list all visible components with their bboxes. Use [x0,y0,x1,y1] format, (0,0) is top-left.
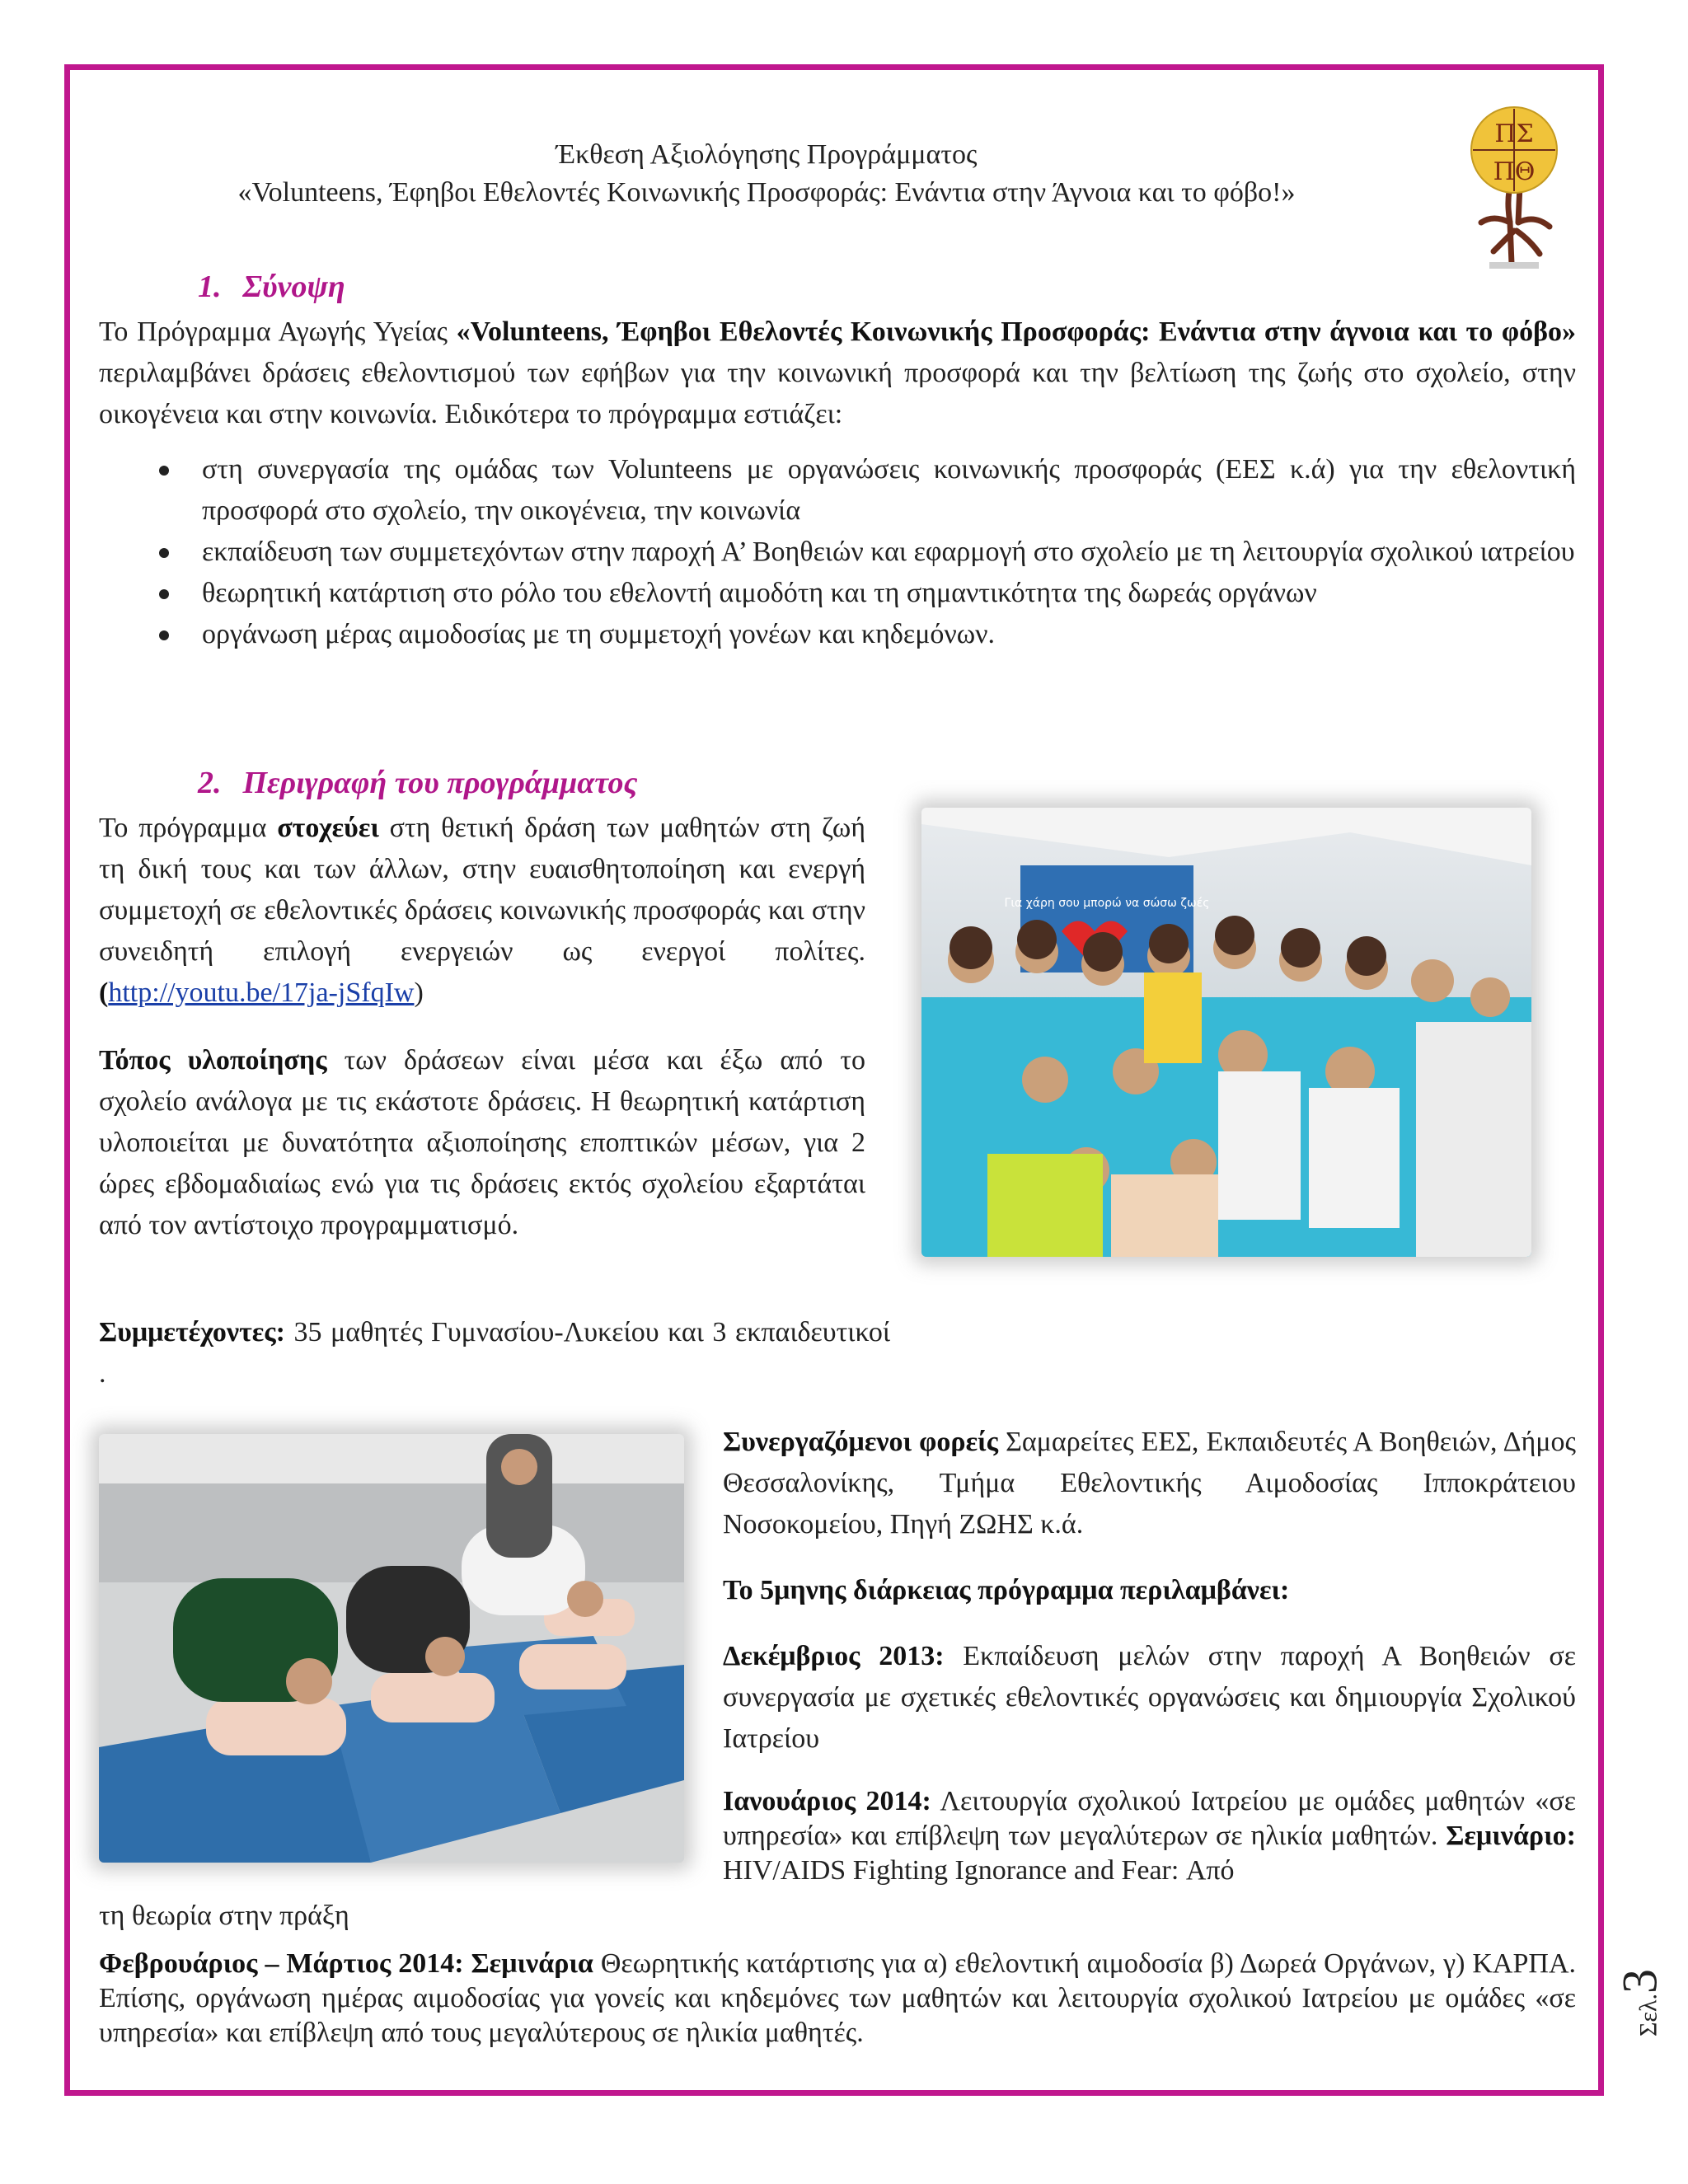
list-item: εκπαίδευση των συμμετεχόντων στην παροχή Α’ Βοηθειών και εφαρμογή στο σχολείο με τη λειτουργία σχολικού ιατρείου [99,532,1576,573]
program-includes-heading: Το 5μηνης διάρκειας πρόγραμμα περιλαμβάνει: [723,1575,1290,1605]
january-paragraph-continued: τη θεωρία στην πράξη [99,1900,349,1931]
header-line-1: Έκθεση Αξιολόγησης Προγράμματος [556,139,978,170]
list-item: θεωρητική κατάρτιση στο ρόλο του εθελοντή αιμοδότη και τη σημαντικότητα της δωρεάς οργάνων [99,573,1576,614]
list-item: οργάνωση μέρας αιμοδοσίας με τη συμμετοχή γονέων και κηδεμόνων. [99,614,1576,655]
section-1-intro: Το Πρόγραμμα Αγωγής Υγείας «Volunteens, Έφηβοι Εθελοντές Κοινωνικής Προσφοράς: Ενάντια στην άγνοια και το φόβο» περιλαμβάνει δράσεις εθελοντισμού των εφήβων για την κοινωνική προσφορά και την βελτίωση της ζωής στο σχολείο, στην οικογένεια και στην κοινωνία. Ειδικότερα το πρόγραμμα εστιάζει: [99,316,1576,429]
youtube-link[interactable]: http://youtu.be/17ja-jSfqIw [108,977,415,1008]
volunteers-group-photo [921,808,1531,1257]
partners-paragraph: Συνεργαζόμενοι φορείς Σαμαρείτες ΕΕΣ, Εκπαιδευτές Α Βοηθειών, Δήμος Θεσσαλονίκης, Τμήμα Εθελοντικής Αιμοδοσίας Ιπποκράτειου Νοσοκομείου, Πηγή ΖΩΗΣ κ.ά. [723,1427,1576,1540]
january-paragraph: Ιανουάριος 2014: Λειτουργία σχολικού Ιατρείου με ομάδες μαθητών «σε υπηρεσία» και επίβλεψη των μεγαλύτερων σε ηλικία μαθητών. Σεμινάριο: HIV/AIDS Fighting Ignorance and Fear: Από [723,1786,1576,1886]
banner-text: Για χάρη σου μπορώ να σώσω ζωές [1004,897,1210,910]
logo-bottom-letters: ΠΘ [1493,157,1536,186]
february-march-paragraph: Φεβρουάριος – Μάρτιος 2014: Σεμινάρια Θεωρητικής κατάρτισης για α) εθελοντική αιμοδοσία β) Δωρεά Οργάνων, γ) ΚΑΡΠΑ. Επίσης, οργάνωση ημέρας αιμοδοσίας για γονείς και κηδεμόνες των μαθητών και λειτουργία σχολικού Ιατρείου με ομάδες «σε υπηρεσία» και επίβλεψη από τους μεγαλύτερους σε ηλικία μαθητές. [99,1948,1576,2048]
participants-paragraph: Συμμετέχοντες: 35 μαθητές Γυμνασίου-Λυκείου και 3 εκπαιδευτικοί . [99,1317,890,1389]
page-number: 3 [1612,1968,1667,1994]
section-2-heading [198,765,638,801]
document-header [99,136,1434,212]
logo-top-letters: ΠΣ [1494,120,1534,148]
program-goal-paragraph: Το πρόγραμμα στοχεύει στη θετική δράση των μαθητών στη ζωή τη δική τους και των άλλων, στην ευαισθητοποίηση και ενεργή συμμετοχή σε εθελοντικές δράσεις κοινωνικής προσφοράς και στην συνειδητή επιλογή ενεργειών ως ενεργοί πολίτες. (http://youtu.be/17ja-jSfqIw) [99,813,865,1008]
section-1-title: Σύνοψη [242,269,345,304]
list-item: στη συνεργασία της ομάδας των Volunteens με οργανώσεις κοινωνικής προσφοράς (ΕΕΣ κ.ά) για την εθελοντική προσφορά στο σχολείο, την οικογένεια, την κοινωνία [99,449,1576,532]
section-2-title: Περιγραφή του προγράμματος [242,766,638,800]
december-paragraph: Δεκέμβριος 2013: Εκπαίδευση μελών στην παροχή Α Βοηθειών σε συνεργασία με σχετικές εθελοντικές οργανώσεις και δημιουργία Σχολικού Ιατρείου [723,1641,1576,1754]
bullet-icon [159,589,169,599]
school-logo [1461,99,1568,272]
bullet-icon [159,548,169,558]
section-1-heading [198,269,345,305]
header-line-2: «Volunteens, Έφηβοι Εθελοντές Κοινωνικής Προσφοράς: Ενάντια στην Άγνοια και το φόβο!» [237,177,1296,208]
focus-bullet-list [99,449,1576,655]
bullet-icon [159,466,169,476]
page-label-prefix: Σελ. [1634,1993,1662,2037]
section-1-number: 1. [198,269,222,304]
section-2-number: 2. [198,766,222,800]
bullet-icon [159,630,169,640]
page-number-label [1612,1920,1667,2085]
cpr-training-photo [99,1434,684,1863]
location-paragraph: Τόπος υλοποίησης των δράσεων είναι μέσα και έξω από το σχολείο ανάλογα με τις εκάστοτε δράσεις. Η θεωρητική κατάρτιση υλοποιείται με δυνατότητα αξιοποίησης εποπτικών μέσων, για 2 ώρες εβδομαδιαίως ενώ για τις δράσεις εκτός σχολείου εξαρτάται από τον αντίστοιχο προγραμματισμό. [99,1045,866,1240]
